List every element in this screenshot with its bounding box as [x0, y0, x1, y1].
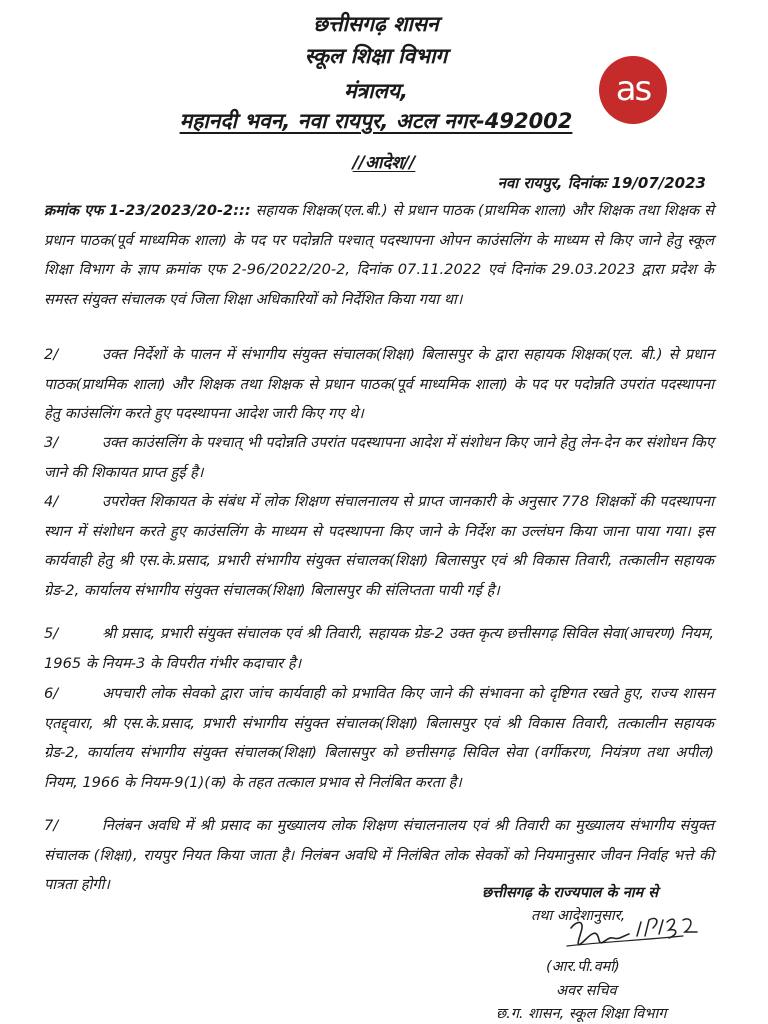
signatory-name: (आर.पी.वर्मा) — [546, 959, 620, 975]
as-logo-icon: as — [599, 56, 667, 124]
header-government: छत्तीसगढ़ शासन — [313, 12, 439, 36]
paragraph-5-text: श्री प्रसाद, प्रभारी संयुक्त संचालक एवं श्री तिवारी, सहायक ग्रेड-2 उक्त कृत्य छत्तीसगढ़ सिविल सेवा(आचरण) नियम, 1965 के नियम-3 के विपरीत गंभीर कदाचार है। — [44, 625, 714, 672]
paragraph-4-text: उपरोक्त शिकायत के संबंध में लोक शिक्षण संचालनालय से प्राप्त जानकारी के अनुसार 778 शिक्षकों की पदस्थापना स्थान में संशोधन करते हुए काउंसलिंग के माध्यम से पदस्थापना किए जाने के निर्देश का उल्लंघन किया जाना पाया गया। इस कार्यवाही हेतु श्री एस.के.प्रसाद, प्रभारी संभागीय संयुक्त संचालक(शिक्षा) बिलासपुर एवं श्री विकास तिवारी, तत्कालीन सहायक ग्रेड-2, कार्यालय संभागीय संयुक्त संचालक(शिक्षा) बिलासपुर की संलिप्तता पायी गई है। — [44, 493, 714, 599]
paragraph-4-number: 4/ — [44, 493, 59, 510]
paragraph-6-text: अपचारी लोक सेवको द्वारा जांच कार्यवाही को प्रभावित किए जाने की संभावना को दृष्टिगत रखते हुए, राज्य शासन एतद्द्वारा, श्री एस.के.प्रसाद, प्रभारी संभागीय संयुक्त संचालक(शिक्षा) बिलासपुर एवं श्री विकास तिवारी, तत्कालीन सहायक ग्रेड-2, कार्यालय संभागीय संयुक्त संचालक(शिक्षा) बिलासपुर को छत्तीसगढ़ सिविल सेवा (वर्गीकरण, नियंत्रण तथा अपील) नियम, 1966 के नियम-9(1)(क) के तहत तत्काल प्रभाव से निलंबित करता है। — [44, 685, 714, 791]
handwritten-signature-icon — [563, 910, 723, 960]
paragraph-1-text: सहायक शिक्षक(एल.बी.) से प्रधान पाठक (प्राथमिक शाला) और शिक्षक तथा शिक्षक से प्रधान पाठक(पूर्व माध्यमिक शाला) के पद पर पदोन्नति पश्चात् पदस्थापना ओपन काउंसलिंग के माध्यम से किए जाने हेतु स्कूल शिक्षा विभाग के ज्ञाप क्रमांक एफ 2-96/2022/20-2, दिनांक 07.11.2022 एवं दिनांक 29.03.2023 द्वारा प्रदेश के समस्त संयुक्त संचालक एवं जिला शिक्षा अधिकारियों को निर्देशित किया गया था। — [44, 202, 715, 308]
signatory-designation: अवर सचिव — [556, 983, 617, 999]
signature-order-line: तथा आदेशानुसार, — [531, 908, 626, 924]
header-address-text: महानदी भवन, नवा रायपुर, अटल नगर-492002 — [179, 109, 573, 133]
paragraph-3-number: 3/ — [44, 434, 59, 451]
paragraph-5 — [44, 619, 714, 678]
paragraph-4 — [44, 487, 714, 605]
paragraph-2-text: उक्त निर्देशों के पालन में संभागीय संयुक्त संचालक(शिक्षा) बिलासपुर के द्वारा सहायक शिक्षक(एल. बी.) से प्रधान पाठक(प्राथमिक शाला) और शिक्षक तथा शिक्षक से प्रधान पाठक(पूर्व माध्यमिक शाला) के पद पर पदोन्नति उपरांत पदस्थापना हेतु काउंसलिंग करते हुए पदस्थापना आदेश जारी किए गए थे। — [44, 346, 714, 422]
header-ministry: मंत्रालय, — [344, 79, 408, 103]
header-department: स्कूल शिक्षा विभाग — [304, 44, 448, 68]
paragraph-6-number: 6/ — [44, 685, 59, 702]
paragraph-5-number: 5/ — [44, 625, 59, 642]
paragraph-2 — [44, 340, 714, 429]
order-title: //आदेश// — [352, 153, 416, 173]
signature-authority-line: छत्तीसगढ़ के राज्यपाल के नाम से — [482, 885, 659, 901]
paragraph-7-number: 7/ — [44, 817, 59, 834]
paragraph-3-text: उक्त काउंसलिंग के पश्चात् भी पदोन्नति उपरांत पदस्थापना आदेश में संशोधन किए जाने हेतु लेन-देन कर संशोधन किए जाने की शिकायत प्राप्त हुई है। — [44, 434, 714, 481]
paragraph-1 — [44, 196, 714, 314]
paragraph-2-number: 2/ — [44, 346, 59, 363]
paragraph-6 — [44, 679, 714, 797]
paragraph-7-text: निलंबन अवधि में श्री प्रसाद का मुख्यालय लोक शिक्षण संचालनालय एवं श्री तिवारी का मुख्यालय संभागीय संयुक्त संचालक (शिक्षा), रायपुर नियत किया जाता है। निलंबन अवधि में निलंबित लोक सेवकों को नियमानुसार जीवन निर्वाह भत्ते की पात्रता होगी। — [44, 817, 714, 893]
order-date: नवा रायपुर, दिनांकः 19/07/2023 — [497, 174, 706, 192]
order-reference: क्रमांक एफ 1-23/2023/20-2::: — [44, 202, 251, 219]
signatory-department: छ.ग. शासन, स्कूल शिक्षा विभाग — [496, 1006, 667, 1022]
paragraph-3 — [44, 428, 714, 487]
